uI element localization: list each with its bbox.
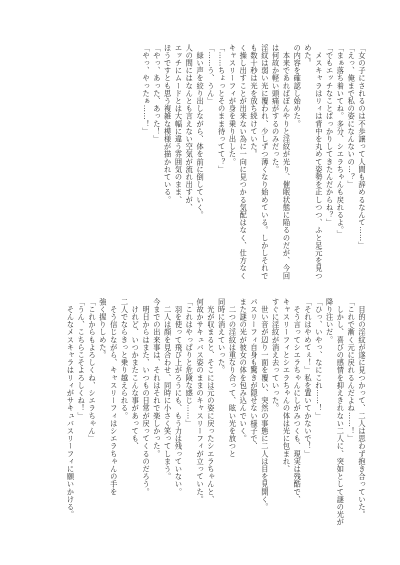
- section-divider: [40, 290, 360, 291]
- lower-text-block: 目的の淫紋が遂に見つかって、二人は思わず抱き合っていた。 「これで漸く元に戻れるんだよね……！」 しかし、喜びの感情を抑えきれない二人に、突如として謎の光が降り注いだ。 「ひっ、いやっ、なにこれ……！」 「それはやめてぇ！」私を置いてかないで！」 そう言ってシエラちゃんにしがみつくも、現実は残酷で、 キャスリーフィとシエラちゃんの体は光に包まれ、 すぐに淫紋が消え去っていった。 世い音が辺り一面を覆い、突然の事態に二人は目を見開く。 パスリーフィ自身も驚きが隠せない様子で、 また謎の光が彼女の体を包み込んでいく。 二つの淫紋は重なり合って、眩い光を放つと 同時に消えていった。 光が収まると、そこには元の姿に戻ったシエラちゃんと、 何故かサキュバス姿のままのキャスリーフィが立っていた。 「これはやっぱりと危険な感じ……」 羽を使って飛び上がろうにも、もう力は残っていない。 二人は顔を見合わせ、同時に小さく笑ってしまう。 今までの出来事は、それはそれで楽しかった。 明日からはまた、いつもの日常が戻ってくるのだろう。 けれど、いつかまたこんな事があっても、 二人でならきっと乗り越えられる。 そう信じながら、キャスリーフィはシエラちゃんの手を 強く握りしめた。 「これからもよろしくね、シエラちゃん」 「うん、こちらこそよろしくね！」 そんなメスキャラはリィがサキュバスリーフィに願いかける。: [66, 298, 367, 526]
- upper-text-block: 「女の子にされるのは不歩譲って人間も辞めるなんて……」 「えっ、俺まで私の姿になんないの…？」 「まぁ落ち着いてね。多分、シエラちゃんも戻れるよ。」 「でもエッチなことばっかりしてきたんだからね？」 メスキャラはリィは背中を丸めて姿勢を正しつつ、ふと足元を見つめた。 の内容を確認し始めた。 本来であればぽんやりと淫紋が光り、催眠状態に陥るのだが、今回は何故か軽い頭痛がするのみだった。 淫紋は弱い光に覆われ、少しずつ薄くなり始めている。しかしそれでも数十秒は光を放ち続けていた。 く操し出すことが出来ない為に一向に見つかる気配はなく、仕方なくキャスリーフィが身を乗り出した。 「……ちょっとそのまま待ってて？」 「……う、うん」 緑い声を絞り出しながら、体を前に倒していく。 人の間にはなんとも言えない空気が流れ出すが、 エッチにムードとは大幅に違う雰囲気のまま、 ほうですとも思う複雑な模様が描かれている。 「やっ、あった、あった！」 「やっ、やったぁ……！」: [142, 44, 367, 280]
